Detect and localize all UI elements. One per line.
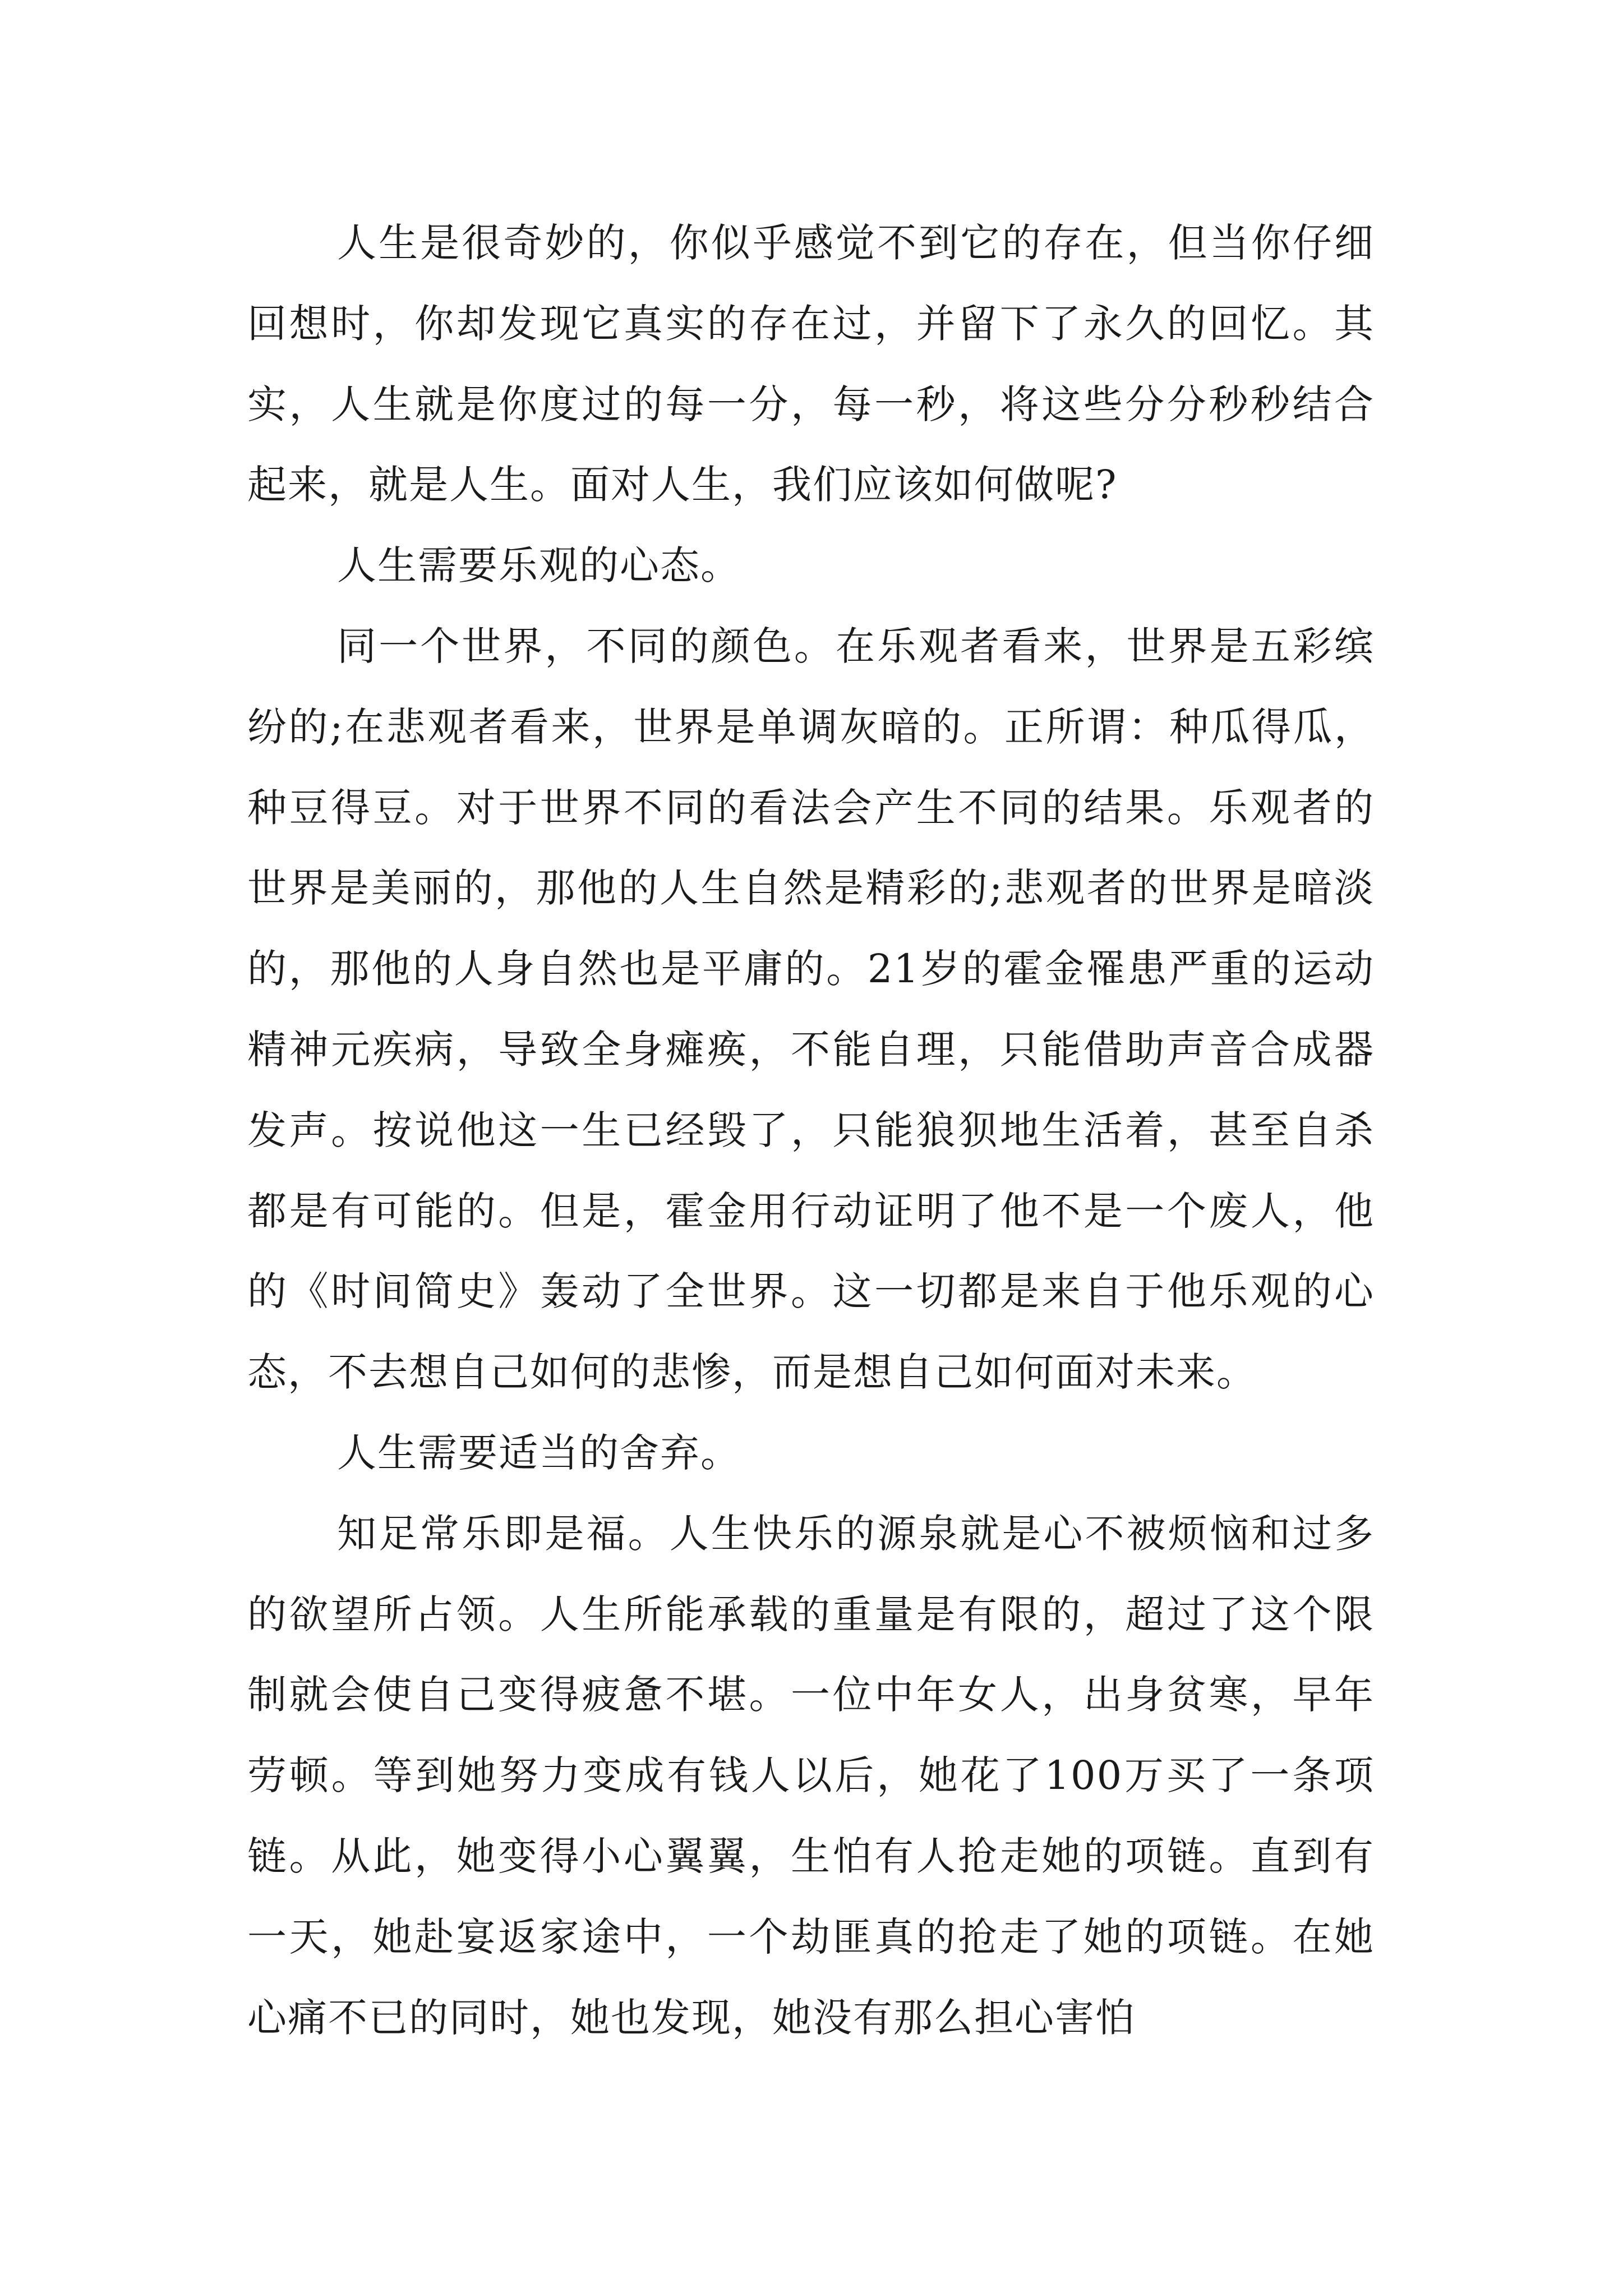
heading-optimism: 人生需要乐观的心态。	[337, 542, 741, 589]
body-text	[247, 203, 1375, 2058]
paragraph-optimism: 同一个世界，不同的颜色。在乐观者看来，世界是五彩缤纷的;在悲观者看来，世界是单调灰暗的。正所谓：种瓜得瓜，种豆得豆。对于世界不同的看法会产生不同的结果。乐观者的世界是美丽的，那他的人生自然是精彩的;悲观者的世界是暗淡的，那他的人身自然也是平庸的。21岁的霍金罹患严重的运动精神元疾病，导致全身瘫痪，不能自理，只能借助声音合成器发声。按说他这一生已经毁了，只能狼狈地生活着，甚至自杀都是有可能的。但是，霍金用行动证明了他不是一个废人，他的《时间简史》轰动了全世界。这一切都是来自于他乐观的心态，不去想自己如何的悲惨，而是想自己如何面对未来。	[247, 623, 1375, 1396]
heading-letting-go: 人生需要适当的舍弃。	[337, 1429, 741, 1476]
paragraph-intro: 人生是很奇妙的，你似乎感觉不到它的存在，但当你仔细回想时，你却发现它真实的存在过，并留下了永久的回忆。其实，人生就是你度过的每一分，每一秒，将这些分分秒秒结合起来，就是人生。面对人生，我们应该如何做呢?	[247, 220, 1375, 508]
paragraph-letting-go: 知足常乐即是福。人生快乐的源泉就是心不被烦恼和过多的欲望所占领。人生所能承载的重量是有限的，超过了这个限制就会使自己变得疲惫不堪。一位中年女人，出身贫寒，早年劳顿。等到她努力变成有钱人以后，她花了100万买了一条项链。从此，她变得小心翼翼，生怕有人抢走她的项链。直到有一天，她赴宴返家途中，一个劫匪真的抢走了她的项链。在她心痛不已的同时，她也发现，她没有那么担心害怕	[247, 1510, 1375, 2041]
